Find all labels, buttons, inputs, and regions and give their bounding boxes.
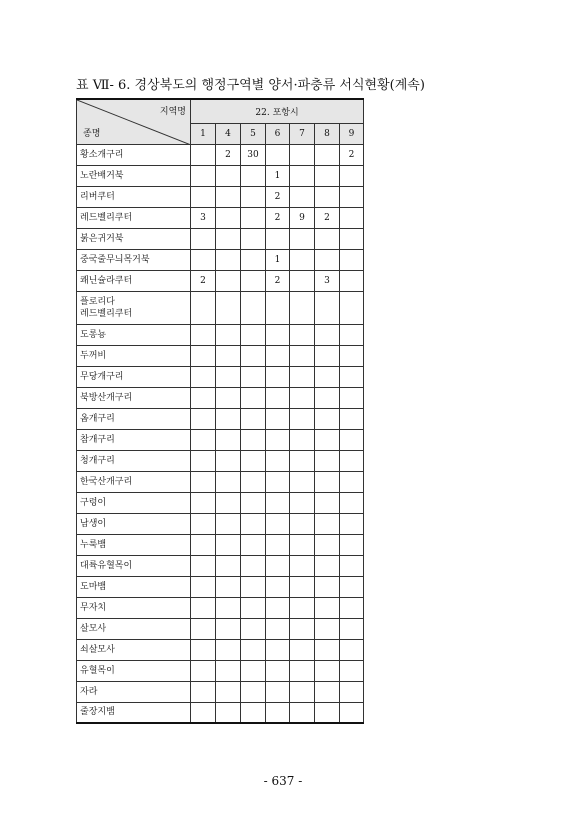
count-cell	[290, 471, 315, 492]
count-cell	[241, 207, 266, 228]
count-cell	[216, 450, 241, 471]
count-cell	[340, 366, 364, 387]
count-cell	[191, 324, 216, 345]
region-header: 22. 포항시	[191, 99, 364, 123]
page-number: - 637 -	[263, 774, 303, 788]
species-name: 북방산개구리	[77, 387, 191, 408]
count-cell	[340, 165, 364, 186]
count-cell	[241, 513, 266, 534]
count-cell	[340, 681, 364, 702]
table-row	[77, 291, 364, 324]
count-cell	[340, 597, 364, 618]
count-cell	[191, 492, 216, 513]
species-name: 노란배거북	[77, 165, 191, 186]
count-cell	[191, 702, 216, 723]
species-name: 무자치	[77, 597, 191, 618]
table-row	[77, 228, 364, 249]
count-cell	[340, 513, 364, 534]
count-cell	[340, 450, 364, 471]
count-cell	[290, 186, 315, 207]
column-header: 7	[290, 123, 315, 144]
count-cell	[216, 660, 241, 681]
count-cell	[266, 291, 290, 324]
count-cell	[315, 366, 340, 387]
table-row	[77, 639, 364, 660]
table-body	[77, 144, 364, 723]
species-name: 살모사	[77, 618, 191, 639]
count-cell	[241, 366, 266, 387]
count-cell	[216, 249, 241, 270]
count-cell	[216, 534, 241, 555]
count-cell	[241, 450, 266, 471]
count-cell: 2	[266, 207, 290, 228]
count-cell	[340, 660, 364, 681]
count-cell	[241, 471, 266, 492]
count-cell	[216, 324, 241, 345]
count-cell	[266, 534, 290, 555]
table-row	[77, 165, 364, 186]
count-cell	[216, 186, 241, 207]
count-cell	[290, 291, 315, 324]
count-cell	[315, 534, 340, 555]
count-cell	[290, 450, 315, 471]
column-header: 1	[191, 123, 216, 144]
count-cell	[290, 618, 315, 639]
count-cell	[216, 270, 241, 291]
column-header: 8	[315, 123, 340, 144]
species-name: 무당개구리	[77, 366, 191, 387]
count-cell: 2	[266, 270, 290, 291]
count-cell: 3	[191, 207, 216, 228]
count-cell	[216, 681, 241, 702]
count-cell	[340, 270, 364, 291]
count-cell	[290, 270, 315, 291]
table-row	[77, 429, 364, 450]
table-row	[77, 249, 364, 270]
count-cell	[191, 555, 216, 576]
count-cell: 9	[290, 207, 315, 228]
count-cell	[266, 597, 290, 618]
count-cell	[241, 576, 266, 597]
count-cell	[241, 555, 266, 576]
species-name: 붉은귀거북	[77, 228, 191, 249]
count-cell	[315, 702, 340, 723]
count-cell	[315, 345, 340, 366]
count-cell	[191, 144, 216, 165]
count-cell	[266, 387, 290, 408]
count-cell: 2	[340, 144, 364, 165]
count-cell	[216, 471, 241, 492]
species-name: 옴개구리	[77, 408, 191, 429]
count-cell	[290, 513, 315, 534]
count-cell	[315, 291, 340, 324]
count-cell	[241, 429, 266, 450]
species-name: 자라	[77, 681, 191, 702]
count-cell	[266, 366, 290, 387]
species-label: 종명	[83, 128, 101, 139]
table-row	[77, 324, 364, 345]
count-cell	[191, 639, 216, 660]
header-corner	[77, 99, 191, 144]
count-cell	[191, 513, 216, 534]
count-cell: 2	[216, 144, 241, 165]
count-cell	[315, 597, 340, 618]
count-cell	[290, 165, 315, 186]
count-cell	[340, 345, 364, 366]
count-cell	[241, 324, 266, 345]
count-cell	[216, 555, 241, 576]
count-cell	[266, 555, 290, 576]
count-cell	[266, 408, 290, 429]
count-cell: 3	[315, 270, 340, 291]
count-cell	[315, 513, 340, 534]
count-cell	[191, 597, 216, 618]
count-cell	[340, 618, 364, 639]
count-cell	[191, 534, 216, 555]
count-cell	[216, 291, 241, 324]
count-cell	[266, 228, 290, 249]
species-name: 참개구리	[77, 429, 191, 450]
count-cell	[290, 429, 315, 450]
count-cell	[191, 186, 216, 207]
count-cell	[216, 597, 241, 618]
table-row	[77, 576, 364, 597]
count-cell	[216, 345, 241, 366]
count-cell	[191, 618, 216, 639]
count-cell	[290, 702, 315, 723]
count-cell	[266, 702, 290, 723]
count-cell	[216, 387, 241, 408]
count-cell	[340, 534, 364, 555]
count-cell	[191, 228, 216, 249]
count-cell: 2	[191, 270, 216, 291]
count-cell	[216, 408, 241, 429]
column-header: 9	[340, 123, 364, 144]
count-cell	[241, 408, 266, 429]
count-cell	[290, 660, 315, 681]
species-name: 유혈목이	[77, 660, 191, 681]
species-name: 레드벨리쿠터	[77, 207, 191, 228]
count-cell	[191, 429, 216, 450]
count-cell	[241, 291, 266, 324]
table-row	[77, 387, 364, 408]
count-cell	[290, 555, 315, 576]
count-cell	[315, 681, 340, 702]
count-cell	[340, 324, 364, 345]
count-cell	[290, 228, 315, 249]
count-cell	[290, 324, 315, 345]
count-cell	[315, 576, 340, 597]
table-row	[77, 513, 364, 534]
count-cell	[315, 555, 340, 576]
count-cell	[266, 513, 290, 534]
table-row	[77, 366, 364, 387]
species-name: 남생이	[77, 513, 191, 534]
species-name: 한국산개구리	[77, 471, 191, 492]
count-cell	[216, 429, 241, 450]
count-cell	[266, 429, 290, 450]
count-cell	[191, 408, 216, 429]
table-row	[77, 408, 364, 429]
count-cell: 2	[315, 207, 340, 228]
count-cell	[290, 366, 315, 387]
count-cell	[266, 345, 290, 366]
count-cell	[340, 492, 364, 513]
count-cell	[290, 597, 315, 618]
table-row	[77, 702, 364, 723]
count-cell	[290, 681, 315, 702]
count-cell: 2	[266, 186, 290, 207]
species-name: 도롱뇽	[77, 324, 191, 345]
count-cell	[241, 702, 266, 723]
count-cell: 1	[266, 249, 290, 270]
count-cell	[315, 324, 340, 345]
count-cell	[191, 576, 216, 597]
species-name: 플로리다 레드벨리쿠터	[77, 291, 191, 324]
count-cell	[216, 702, 241, 723]
table-row	[77, 345, 364, 366]
column-header: 5	[241, 123, 266, 144]
species-name: 대륙유혈목이	[77, 555, 191, 576]
count-cell	[266, 492, 290, 513]
count-cell	[266, 471, 290, 492]
count-cell: 30	[241, 144, 266, 165]
count-cell	[191, 387, 216, 408]
count-cell	[241, 660, 266, 681]
species-name: 구렁이	[77, 492, 191, 513]
count-cell	[340, 639, 364, 660]
count-cell	[266, 324, 290, 345]
count-cell	[340, 186, 364, 207]
count-cell	[241, 249, 266, 270]
count-cell	[315, 471, 340, 492]
species-name: 청개구리	[77, 450, 191, 471]
count-cell	[290, 576, 315, 597]
count-cell	[340, 228, 364, 249]
count-cell	[315, 186, 340, 207]
count-cell	[216, 165, 241, 186]
count-cell	[290, 144, 315, 165]
count-cell	[290, 408, 315, 429]
count-cell	[340, 555, 364, 576]
count-cell	[241, 165, 266, 186]
count-cell	[191, 249, 216, 270]
species-name: 중국줄무늬목거북	[77, 249, 191, 270]
table-row	[77, 681, 364, 702]
count-cell	[315, 660, 340, 681]
count-cell	[216, 228, 241, 249]
table-row	[77, 492, 364, 513]
count-cell	[315, 249, 340, 270]
count-cell	[216, 366, 241, 387]
count-cell	[241, 345, 266, 366]
count-cell	[340, 249, 364, 270]
species-name: 도마뱀	[77, 576, 191, 597]
table-row	[77, 270, 364, 291]
count-cell	[340, 291, 364, 324]
species-name: 줄장지뱀	[77, 702, 191, 723]
count-cell	[315, 408, 340, 429]
count-cell	[266, 576, 290, 597]
count-cell	[216, 576, 241, 597]
count-cell	[340, 387, 364, 408]
count-cell	[191, 345, 216, 366]
count-cell	[340, 702, 364, 723]
count-cell	[266, 144, 290, 165]
count-cell	[241, 270, 266, 291]
species-name: 두꺼비	[77, 345, 191, 366]
count-cell	[241, 597, 266, 618]
count-cell	[340, 408, 364, 429]
count-cell	[266, 681, 290, 702]
species-name: 황소개구리	[77, 144, 191, 165]
count-cell	[191, 471, 216, 492]
count-cell	[315, 165, 340, 186]
count-cell	[191, 165, 216, 186]
count-cell	[191, 366, 216, 387]
count-cell	[315, 618, 340, 639]
count-cell	[241, 639, 266, 660]
count-cell	[290, 534, 315, 555]
count-cell	[315, 429, 340, 450]
species-name: 쾌닌슐라쿠터	[77, 270, 191, 291]
count-cell	[216, 492, 241, 513]
count-cell	[241, 681, 266, 702]
count-cell	[290, 387, 315, 408]
species-name: 누룩뱀	[77, 534, 191, 555]
count-cell	[241, 618, 266, 639]
count-cell	[315, 492, 340, 513]
count-cell	[241, 492, 266, 513]
count-cell	[266, 660, 290, 681]
count-cell	[241, 387, 266, 408]
count-cell	[266, 618, 290, 639]
count-cell	[216, 513, 241, 534]
table-row	[77, 207, 364, 228]
table-row	[77, 618, 364, 639]
count-cell	[191, 291, 216, 324]
count-cell	[241, 186, 266, 207]
count-cell	[266, 450, 290, 471]
count-cell: 1	[266, 165, 290, 186]
column-header: 4	[216, 123, 241, 144]
count-cell	[315, 639, 340, 660]
table-row	[77, 450, 364, 471]
table-row	[77, 186, 364, 207]
count-cell	[191, 681, 216, 702]
count-cell	[340, 471, 364, 492]
count-cell	[216, 639, 241, 660]
count-cell	[290, 639, 315, 660]
table-title: 표 Ⅶ- 6. 경상북도의 행정구역별 양서·파충류 서식현황(계속)	[76, 78, 425, 93]
count-cell	[315, 228, 340, 249]
count-cell	[315, 144, 340, 165]
count-cell	[191, 660, 216, 681]
count-cell	[216, 618, 241, 639]
table-row	[77, 660, 364, 681]
count-cell	[241, 534, 266, 555]
count-cell	[315, 450, 340, 471]
count-cell	[290, 492, 315, 513]
count-cell	[340, 429, 364, 450]
region-label: 지역명	[159, 107, 186, 117]
count-cell	[266, 639, 290, 660]
species-name: 리버쿠터	[77, 186, 191, 207]
count-cell	[290, 345, 315, 366]
count-cell	[290, 249, 315, 270]
table-row	[77, 555, 364, 576]
count-cell	[340, 576, 364, 597]
count-cell	[216, 207, 241, 228]
count-cell	[340, 207, 364, 228]
table-row	[77, 597, 364, 618]
table-row	[77, 144, 364, 165]
count-cell	[315, 387, 340, 408]
species-name: 쇠살모사	[77, 639, 191, 660]
count-cell	[241, 228, 266, 249]
habitat-table	[76, 98, 364, 724]
table-row	[77, 471, 364, 492]
column-header: 6	[266, 123, 290, 144]
table-row	[77, 534, 364, 555]
count-cell	[191, 450, 216, 471]
